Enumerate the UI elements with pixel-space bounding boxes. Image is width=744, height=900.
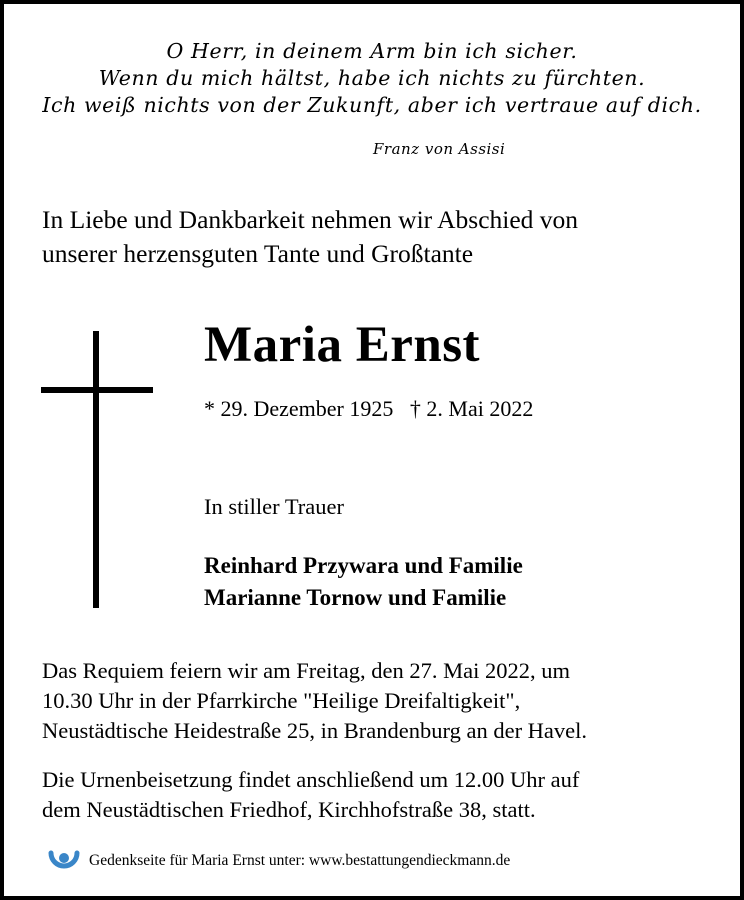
burial-line: Die Urnenbeisetzung findet anschließend um 12.00 Uhr auf [42,767,580,792]
cross-icon-bar [41,387,153,393]
mourning-label: In stiller Trauer [204,494,344,519]
deceased-name: Maria Ernst [204,317,481,373]
intro-line-1: In Liebe und Dankbarkeit nehmen wir Abschied von [42,205,579,234]
requiem-line: Neustädtische Heidestraße 25, in Brandenburg an der Havel. [42,718,588,743]
family-list [204,550,523,614]
memorial-logo-icon [47,845,81,875]
family-item: Marianne Tornow und Familie [204,585,507,610]
quote-line-3: Ich weiß nichts von der Zukunft, aber ich vertraue auf dich. [42,93,702,117]
requiem-line: Das Requiem feiern wir am Freitag, den 27. Mai 2022, um [42,658,571,683]
intro-text [42,203,578,271]
quote-author: Franz von Assisi [373,140,506,158]
intro-line-2: unserer herzensguten Tante und Großtante [42,239,474,268]
requiem-text [42,656,587,746]
family-item: Reinhard Przywara und Familie [204,553,523,578]
quote-line-1: O Herr, in deinem Arm bin ich sicher. [166,39,578,63]
life-dates: * 29. Dezember 1925 † 2. Mai 2022 [204,396,534,421]
quote-line-2: Wenn du mich hältst, habe ich nichts zu fürchten. [98,66,646,90]
cross-icon [93,331,99,608]
memorial-page-link[interactable]: Gedenkseite für Maria Ernst unter: www.bestattungendieckmann.de [89,852,511,869]
requiem-line: 10.30 Uhr in der Pfarrkirche "Heilige Dreifaltigkeit", [42,688,521,713]
burial-text [42,765,579,825]
burial-line: dem Neustädtischen Friedhof, Kirchhofstraße 38, statt. [42,797,536,822]
